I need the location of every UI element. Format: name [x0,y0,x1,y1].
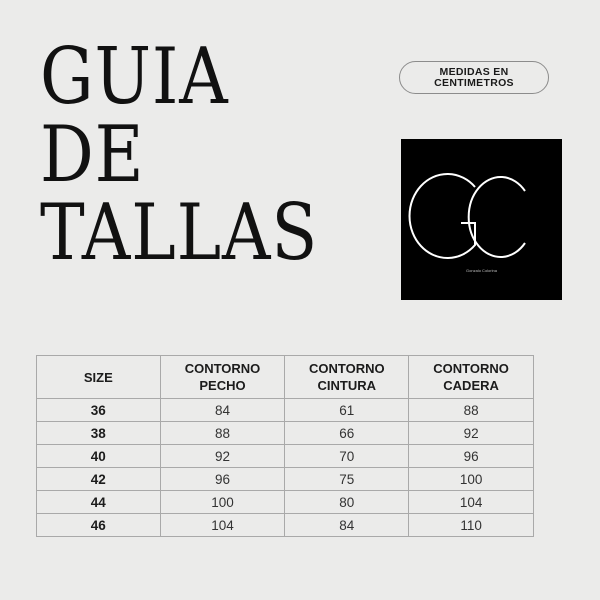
title-line-2: DE [40,110,145,200]
table-row [37,422,534,445]
table-row [37,445,534,468]
header-cintura-line-1: CONTORNO [308,361,385,376]
header-cintura [285,356,409,399]
cell-cadera: 100 [409,468,534,491]
logo-caption: Gonzalo Colorina [466,268,497,273]
table-row [37,468,534,491]
cell-cintura: 66 [285,422,409,445]
cell-size: 42 [37,468,161,491]
cell-pecho: 96 [160,468,285,491]
title-line-3: TALLAS [40,188,319,278]
cell-size: 40 [37,445,161,468]
cell-cintura: 80 [285,491,409,514]
header-size-label: SIZE [83,369,113,385]
header-pecho-line-2: PECHO [199,378,246,393]
cell-size: 44 [37,491,161,514]
cell-cintura: 61 [285,399,409,422]
units-badge-line-1: MEDIDAS EN [439,65,509,78]
size-table [36,355,534,537]
cell-size: 46 [37,514,161,537]
units-badge [399,61,549,94]
table-header-row [37,356,534,399]
cell-size: 38 [37,422,161,445]
header-cadera-line-1: CONTORNO [433,361,509,376]
cell-cintura: 84 [285,514,409,537]
header-cintura-line-2: CINTURA [317,378,377,393]
cell-pecho: 100 [160,491,285,514]
header-pecho [160,356,285,399]
header-cadera-line-2: CADERA [443,378,499,393]
header-size [37,356,161,399]
cell-cintura: 75 [285,468,409,491]
units-badge-line-2: CENTIMETROS [434,76,514,89]
table-row [37,399,534,422]
cell-cadera: 88 [409,399,534,422]
cell-cadera: 96 [409,445,534,468]
title-line-1: GUIA [40,32,229,122]
cell-cadera: 110 [409,514,534,537]
cell-pecho: 84 [160,399,285,422]
cell-cadera: 104 [409,491,534,514]
cell-cadera: 92 [409,422,534,445]
cell-pecho: 104 [160,514,285,537]
page-title [40,32,363,278]
cell-pecho: 92 [160,445,285,468]
table-row [37,491,534,514]
header-pecho-line-1: CONTORNO [184,361,261,376]
cell-cintura: 70 [285,445,409,468]
gc-monogram-icon [401,139,562,300]
header-cadera [409,356,534,399]
cell-pecho: 88 [160,422,285,445]
cell-size: 36 [37,399,161,422]
brand-logo [401,139,562,300]
table-row [37,514,534,537]
